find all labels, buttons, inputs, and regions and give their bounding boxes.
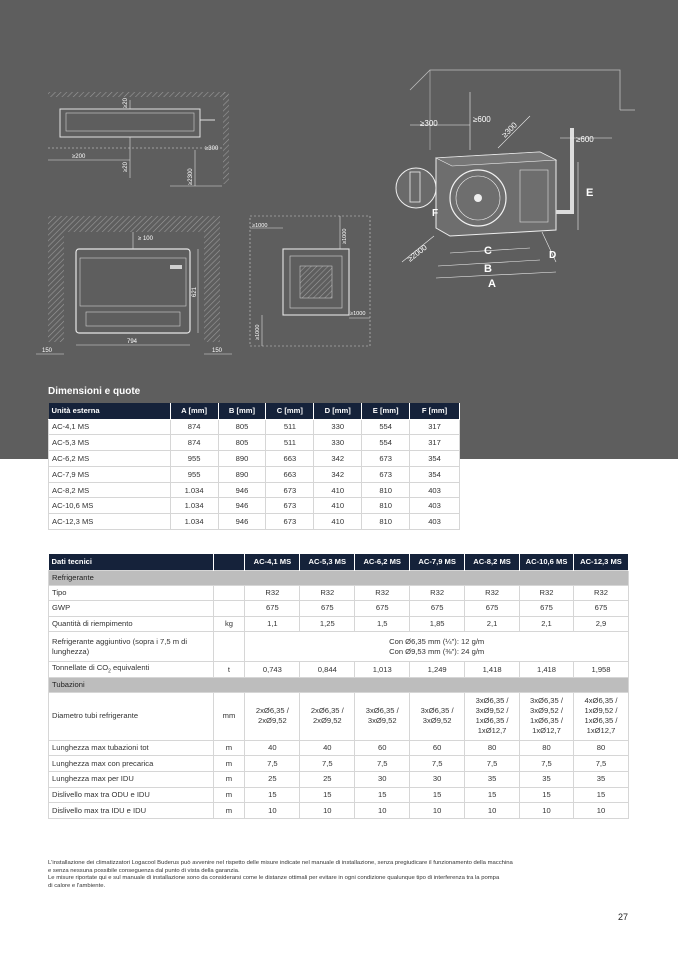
- table-cell: R32: [245, 585, 300, 601]
- duct-floor-label: ≥2300: [188, 168, 194, 185]
- row-label: Dislivello max tra IDU e IDU: [49, 803, 214, 819]
- table-cell: R32: [520, 585, 574, 601]
- table-cell: 890: [218, 451, 266, 467]
- footnote-line: Le misure riportate qui e sul manuale di installazione sono da considerarsi come le distanze ottimali per evitare in ogni condizione qualunque tipo di interferenza tra la pompa: [48, 875, 500, 882]
- dimensions-header-row: [49, 403, 460, 419]
- out-back-label: ≥300: [500, 120, 519, 140]
- row-label: Lunghezza max tubazioni tot: [49, 740, 214, 756]
- table-cell: AC-6,2 MS: [49, 451, 171, 467]
- pipe-line: 1xØ12,7: [532, 726, 561, 736]
- table-cell: 10: [465, 803, 520, 819]
- table-cell: 0,844: [300, 662, 355, 678]
- ducted-unit-diagram: [48, 92, 229, 186]
- dimensions-title: Dimensioni e quote: [48, 386, 141, 397]
- table-cell: 35: [573, 772, 628, 788]
- table-row: [49, 616, 629, 632]
- table-cell: 40: [245, 740, 300, 756]
- letter-b: B: [484, 263, 492, 275]
- table-cell: AC-10,6 MS: [49, 498, 171, 514]
- duct-side-label: ≥300: [205, 146, 219, 152]
- table-cell: 554: [362, 435, 410, 451]
- table-cell: 342: [314, 451, 362, 467]
- duct-top-label: ≥20: [123, 98, 129, 108]
- duct-left-label: ≥200: [72, 154, 86, 160]
- footnote-line: L'installazione dei climatizzatori Logacool Buderus può avvenire nel rispetto delle misure indicate nel manuale di installazione, senza pregiudicare il funzionamento della macchina: [48, 860, 513, 866]
- table-cell: 410: [314, 482, 362, 498]
- table-cell: 1,418: [465, 662, 520, 678]
- table-cell: R32: [300, 585, 355, 601]
- table-cell: 0,743: [245, 662, 300, 678]
- footnote-line: di calore e l'ambiente.: [48, 883, 106, 890]
- additional-line-1: Con Ø6,35 mm (¼"): 12 g/m: [389, 636, 485, 646]
- table-cell: 1,418: [520, 662, 574, 678]
- table-cell: 10: [410, 803, 465, 819]
- row-label: Quantità di riempimento: [49, 616, 214, 632]
- table-row: [49, 482, 460, 498]
- table-row: [49, 435, 460, 451]
- table-cell: 1.034: [170, 482, 218, 498]
- table-cell: 10: [520, 803, 574, 819]
- table-cell: 7,5: [355, 756, 410, 772]
- table-cell: 317: [410, 435, 460, 451]
- letter-f: F: [432, 208, 439, 219]
- table-cell: 403: [410, 498, 460, 514]
- tech-header: AC-6,2 MS: [355, 554, 410, 570]
- table-cell: 15: [520, 787, 574, 803]
- tech-header: AC-8,2 MS: [465, 554, 520, 570]
- tech-header: AC-10,6 MS: [520, 554, 574, 570]
- table-cell: [410, 692, 465, 740]
- table-cell: 410: [314, 514, 362, 530]
- cassette-tr-label: ≥1000: [342, 228, 348, 244]
- table-row: [49, 451, 460, 467]
- table-cell: 403: [410, 514, 460, 530]
- cassette-unit-diagram: [250, 216, 370, 346]
- table-row: [49, 419, 460, 435]
- table-cell: 403: [410, 482, 460, 498]
- table-cell: 10: [300, 803, 355, 819]
- floor-top-label: ≥ 100: [138, 236, 153, 242]
- out-front-label: ≥2000: [405, 242, 429, 264]
- row-unit: kg: [213, 616, 245, 632]
- table-row: [49, 803, 629, 819]
- table-cell: 2,1: [465, 616, 520, 632]
- table-cell: 342: [314, 466, 362, 482]
- table-cell: [520, 692, 574, 740]
- row-unit: [213, 601, 245, 617]
- table-cell: 15: [245, 787, 300, 803]
- tech-header: [213, 554, 245, 570]
- footnote-line: e senza nessuna possibile conseguenza dal punto di vista della garanzia.: [48, 867, 240, 874]
- pipe-line: 2xØ9,52: [258, 716, 287, 726]
- table-cell: 890: [218, 466, 266, 482]
- table-cell: 2,9: [573, 616, 628, 632]
- row-label: Dislivello max tra ODU e IDU: [49, 787, 214, 803]
- table-row: [49, 466, 460, 482]
- table-cell: 35: [465, 772, 520, 788]
- letter-e: E: [586, 187, 594, 199]
- table-cell: 354: [410, 451, 460, 467]
- table-cell: 1,1: [245, 616, 300, 632]
- pipe-line: 1xØ6,35 /: [475, 716, 509, 726]
- row-label: Tipo: [49, 585, 214, 601]
- duct-bottom-label: ≥20: [123, 162, 129, 172]
- table-cell: 805: [218, 435, 266, 451]
- table-cell: 663: [266, 466, 314, 482]
- pipe-line: 1xØ12,7: [586, 726, 616, 736]
- pipe-line: 2xØ6,35 /: [310, 706, 344, 716]
- pipe-line: 3xØ6,35 /: [365, 706, 399, 716]
- floor-unit-diagram: [36, 216, 232, 354]
- pipe-line: 3xØ9,52: [422, 716, 452, 726]
- row-unit: [213, 585, 245, 601]
- table-cell: 673: [266, 498, 314, 514]
- floor-left-label: 150: [42, 348, 53, 354]
- pipe-line: 1xØ6,35 /: [530, 716, 563, 726]
- row-unit: m: [213, 803, 245, 819]
- table-cell: 675: [465, 601, 520, 617]
- table-cell: AC-5,3 MS: [49, 435, 171, 451]
- row-unit: m: [213, 772, 245, 788]
- table-row: [49, 585, 629, 601]
- table-cell: 80: [520, 740, 574, 756]
- table-cell: AC-8,2 MS: [49, 482, 171, 498]
- table-cell: 7,5: [245, 756, 300, 772]
- table-cell: 80: [465, 740, 520, 756]
- table-cell: 511: [266, 435, 314, 451]
- letter-c: C: [484, 245, 492, 257]
- table-cell: 7,5: [465, 756, 520, 772]
- dim-header: F [mm]: [410, 403, 460, 419]
- tech-header: Dati tecnici: [49, 554, 214, 570]
- table-cell: 675: [300, 601, 355, 617]
- table-cell: 1.034: [170, 514, 218, 530]
- table-cell: 554: [362, 419, 410, 435]
- table-cell: [573, 692, 628, 740]
- table-cell: 874: [170, 435, 218, 451]
- table-cell: 25: [245, 772, 300, 788]
- table-cell: 1.034: [170, 498, 218, 514]
- tech-header-row: [49, 554, 629, 570]
- dim-header: A [mm]: [170, 403, 218, 419]
- out-right-label: ≥600: [576, 135, 594, 144]
- table-cell: R32: [355, 585, 410, 601]
- table-row: [49, 756, 629, 772]
- table-cell: 30: [410, 772, 465, 788]
- table-cell: 874: [170, 419, 218, 435]
- table-cell: 673: [266, 482, 314, 498]
- row-label: Lunghezza max per IDU: [49, 772, 214, 788]
- table-cell: 673: [362, 466, 410, 482]
- cassette-right-label: ≥1000: [350, 311, 366, 317]
- table-cell: 1,013: [355, 662, 410, 678]
- table-cell: 955: [170, 466, 218, 482]
- table-cell: 15: [573, 787, 628, 803]
- table-cell: 15: [465, 787, 520, 803]
- row-label: Diametro tubi refrigerante: [49, 692, 214, 740]
- table-cell: [465, 692, 520, 740]
- pipe-line: 1xØ9,52 /: [584, 706, 618, 716]
- pipe-line: 3xØ6,35 /: [420, 706, 454, 716]
- row-unit: m: [213, 740, 245, 756]
- row-label: Lunghezza max con precarica: [49, 756, 214, 772]
- table-cell: 7,5: [300, 756, 355, 772]
- technical-data-table: [48, 554, 629, 819]
- pipe-line: 1xØ6,35 /: [584, 716, 618, 726]
- co2-label-sub: 2: [108, 668, 111, 675]
- table-cell: 15: [300, 787, 355, 803]
- pipe-line: 3xØ9,52 /: [475, 706, 509, 716]
- co2-label-pre: Tonnellate di CO: [52, 662, 109, 672]
- table-cell: 663: [266, 451, 314, 467]
- table-cell: 946: [218, 498, 266, 514]
- letter-d: D: [549, 250, 557, 261]
- table-cell: 1,5: [355, 616, 410, 632]
- table-cell: 10: [245, 803, 300, 819]
- table-cell: 1,249: [410, 662, 465, 678]
- table-cell: 15: [355, 787, 410, 803]
- footnote: [48, 860, 638, 891]
- table-row: [49, 514, 460, 530]
- page-number: 27: [617, 912, 628, 922]
- dim-header: C [mm]: [266, 403, 314, 419]
- table-cell: 946: [218, 514, 266, 530]
- row-unit: [213, 632, 245, 662]
- row-unit: t: [213, 662, 245, 678]
- table-cell: 1,85: [410, 616, 465, 632]
- pipe-line: 3xØ6,35 /: [530, 696, 563, 706]
- table-cell: 810: [362, 482, 410, 498]
- table-cell: 2,1: [520, 616, 574, 632]
- table-row: [49, 787, 629, 803]
- section-label: Tubazioni: [49, 677, 629, 692]
- table-row: [49, 662, 629, 678]
- dim-header: E [mm]: [362, 403, 410, 419]
- table-cell: R32: [465, 585, 520, 601]
- row-label: Refrigerante aggiuntivo (sopra i 7,5 m di lunghezza): [49, 632, 214, 662]
- pipe-line: 1xØ12,7: [477, 726, 507, 736]
- table-cell: [300, 692, 355, 740]
- table-cell: 330: [314, 419, 362, 435]
- pipe-line: 2xØ6,35 /: [255, 706, 289, 716]
- pipe-line: 3xØ6,35 /: [475, 696, 509, 706]
- table-cell: 317: [410, 419, 460, 435]
- table-cell: R32: [573, 585, 628, 601]
- table-cell: 673: [266, 514, 314, 530]
- tech-header: AC-4,1 MS: [245, 554, 300, 570]
- table-cell: 30: [355, 772, 410, 788]
- pipe-line: 3xØ9,52: [367, 716, 397, 726]
- table-cell: 675: [520, 601, 574, 617]
- table-cell: 810: [362, 514, 410, 530]
- dim-header: D [mm]: [314, 403, 362, 419]
- co2-label-post: equivalenti: [110, 662, 150, 672]
- out-top-label: ≥600: [473, 115, 491, 124]
- table-cell: 60: [410, 740, 465, 756]
- row-unit: m: [213, 787, 245, 803]
- table-cell: [245, 692, 300, 740]
- row-label: GWP: [49, 601, 214, 617]
- table-cell: 35: [520, 772, 574, 788]
- table-cell: 10: [573, 803, 628, 819]
- additional-line-2: Con Ø9,53 mm (⅜"): 24 g/m: [389, 646, 485, 656]
- table-cell: R32: [410, 585, 465, 601]
- cassette-bl-label: ≥1000: [255, 324, 261, 340]
- tech-header: AC-12,3 MS: [573, 554, 628, 570]
- section-row-pipes: [49, 677, 629, 692]
- table-cell: AC-7,9 MS: [49, 466, 171, 482]
- floor-width-label: 794: [127, 339, 138, 345]
- additional-refrigerant-cell: [245, 632, 629, 662]
- table-cell: AC-12,3 MS: [49, 514, 171, 530]
- table-cell: [355, 692, 410, 740]
- table-cell: 40: [300, 740, 355, 756]
- table-cell: 955: [170, 451, 218, 467]
- tech-header: AC-5,3 MS: [300, 554, 355, 570]
- letter-a: A: [488, 278, 496, 290]
- outdoor-unit-diagram: [396, 70, 635, 290]
- table-row: [49, 632, 629, 662]
- table-cell: 1,958: [573, 662, 628, 678]
- pipe-line: 2xØ9,52: [312, 716, 342, 726]
- table-cell: 410: [314, 498, 362, 514]
- table-cell: 10: [355, 803, 410, 819]
- table-cell: 673: [362, 451, 410, 467]
- pipe-line: 3xØ9,52 /: [530, 706, 563, 716]
- floor-right-label: 150: [212, 348, 223, 354]
- table-cell: 80: [573, 740, 628, 756]
- table-row: [49, 692, 629, 740]
- dim-header: Unità esterna: [49, 403, 171, 419]
- floor-height-label: 621: [192, 286, 198, 297]
- table-cell: 1,25: [300, 616, 355, 632]
- table-cell: 946: [218, 482, 266, 498]
- section-label: Refrigerante: [49, 570, 629, 585]
- tech-header: AC-7,9 MS: [410, 554, 465, 570]
- table-row: [49, 772, 629, 788]
- table-cell: AC-4,1 MS: [49, 419, 171, 435]
- table-cell: 15: [410, 787, 465, 803]
- pipe-line: 4xØ6,35 /: [584, 696, 618, 706]
- table-cell: 675: [410, 601, 465, 617]
- table-cell: 810: [362, 498, 410, 514]
- table-cell: 25: [300, 772, 355, 788]
- table-cell: 7,5: [573, 756, 628, 772]
- table-cell: 511: [266, 419, 314, 435]
- table-cell: 805: [218, 419, 266, 435]
- dimensions-table: [48, 403, 460, 530]
- table-cell: 7,5: [520, 756, 574, 772]
- table-row: [49, 498, 460, 514]
- dim-header: B [mm]: [218, 403, 266, 419]
- table-row: [49, 601, 629, 617]
- row-label: [49, 662, 214, 678]
- table-cell: 675: [573, 601, 628, 617]
- table-cell: 675: [245, 601, 300, 617]
- row-unit: m: [213, 756, 245, 772]
- section-row-refrigerant: [49, 570, 629, 585]
- table-cell: 60: [355, 740, 410, 756]
- table-cell: 354: [410, 466, 460, 482]
- table-row: [49, 740, 629, 756]
- table-cell: 675: [355, 601, 410, 617]
- installation-diagrams: [0, 0, 678, 380]
- table-cell: 330: [314, 435, 362, 451]
- out-left-label: ≥300: [420, 119, 438, 128]
- row-unit: mm: [213, 692, 245, 740]
- cassette-tl-label: ≥1000: [252, 223, 268, 229]
- table-cell: 7,5: [410, 756, 465, 772]
